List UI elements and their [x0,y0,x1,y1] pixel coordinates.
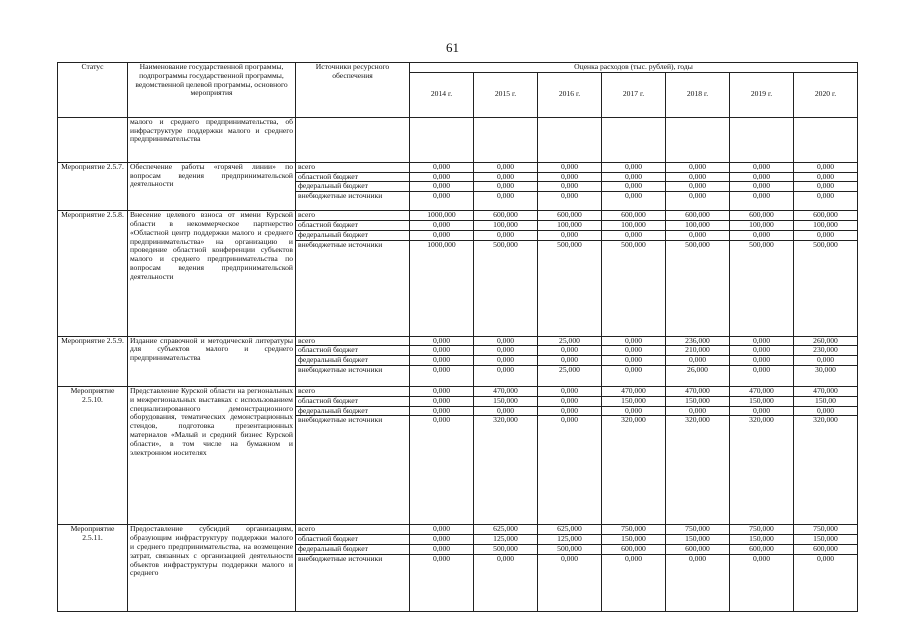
source-cell: внебюджетные источники [296,240,410,336]
value-cell: 0,000 [794,356,858,366]
value-cell: 0,000 [538,406,602,416]
value-cell [602,117,666,162]
value-cell: 26,000 [666,365,730,386]
value-cell: 320,000 [474,416,538,525]
value-cell: 0,000 [410,230,474,240]
value-cell: 0,000 [410,336,474,346]
value-cell: 320,000 [602,416,666,525]
value-cell: 0,000 [602,346,666,356]
year-header: 2014 г. [410,72,474,117]
value-cell: 0,000 [474,406,538,416]
value-cell: 100,000 [474,220,538,230]
status-cell: Мероприятие 2.5.7. [58,162,128,210]
value-cell: 0,000 [666,230,730,240]
value-cell: 1000,000 [410,211,474,221]
value-cell: 0,000 [730,336,794,346]
value-cell: 0,000 [410,162,474,172]
status-cell: Мероприятие 2.5.10. [58,386,128,524]
value-cell: 100,000 [602,220,666,230]
value-cell: 125,000 [474,535,538,545]
value-cell: 0,000 [730,356,794,366]
value-cell: 30,000 [794,365,858,386]
value-cell: 0,000 [730,172,794,182]
value-cell: 470,000 [794,386,858,396]
value-cell: 150,000 [666,535,730,545]
value-cell: 0,000 [410,525,474,535]
source-cell: областной бюджет [296,172,410,182]
value-cell: 0,000 [794,182,858,192]
value-cell: 150,000 [474,396,538,406]
value-cell: 0,000 [538,230,602,240]
value-cell: 0,000 [666,356,730,366]
source-cell: областной бюджет [296,346,410,356]
value-cell: 470,000 [474,386,538,396]
source-cell: областной бюджет [296,220,410,230]
value-cell: 260,000 [794,336,858,346]
header-name: Наименование государственной программы, подпрограммы государственной программы, ведомственной целевой программы, основного мероприятия [128,63,296,118]
value-cell: 750,000 [730,525,794,535]
value-cell: 500,000 [538,240,602,336]
source-cell: всего [296,386,410,396]
value-cell: 0,000 [474,346,538,356]
continuation-row [58,117,858,162]
value-cell: 0,000 [410,554,474,611]
value-cell: 0,000 [794,172,858,182]
value-cell: 0,000 [410,182,474,192]
value-cell: 125,000 [538,535,602,545]
status-cell [58,117,128,162]
value-cell: 0,000 [410,356,474,366]
table-row [58,336,858,346]
measure-name-cell: Издание справочной и методической литературы для субъектов малого и среднего предпринимательства [128,336,296,386]
value-cell: 320,000 [730,416,794,525]
value-cell: 470,000 [730,386,794,396]
value-cell: 0,000 [538,416,602,525]
value-cell: 600,000 [794,211,858,221]
value-cell: 0,000 [410,220,474,230]
header-status: Статус [58,63,128,118]
value-cell: 0,000 [474,172,538,182]
source-cell: областной бюджет [296,396,410,406]
value-cell: 150,000 [666,396,730,406]
value-cell: 150,000 [602,396,666,406]
value-cell: 470,000 [602,386,666,396]
value-cell: 0,000 [474,554,538,611]
value-cell: 0,000 [474,365,538,386]
value-cell: 750,000 [794,525,858,535]
value-cell: 0,000 [666,182,730,192]
value-cell: 0,000 [410,535,474,545]
value-cell: 0,000 [666,554,730,611]
value-cell: 0,000 [474,336,538,346]
value-cell: 0,000 [538,162,602,172]
value-cell: 0,000 [602,172,666,182]
value-cell: 236,000 [666,336,730,346]
table-row [58,525,858,535]
value-cell: 150,00 [794,396,858,406]
status-cell: Мероприятие 2.5.11. [58,525,128,611]
value-cell: 0,000 [538,386,602,396]
source-cell: федеральный бюджет [296,544,410,554]
value-cell: 0,000 [602,336,666,346]
source-cell: федеральный бюджет [296,230,410,240]
value-cell: 0,000 [602,365,666,386]
value-cell: 500,000 [602,240,666,336]
value-cell: 0,000 [794,162,858,172]
value-cell: 0,000 [666,172,730,182]
value-cell: 600,000 [730,211,794,221]
value-cell: 0,000 [538,346,602,356]
value-cell: 0,000 [666,162,730,172]
value-cell: 600,000 [474,211,538,221]
value-cell: 150,000 [794,535,858,545]
year-header: 2016 г. [538,72,602,117]
value-cell: 0,000 [730,365,794,386]
value-cell [410,117,474,162]
value-cell: 100,000 [666,220,730,230]
value-cell: 320,000 [666,416,730,525]
value-cell: 600,000 [602,544,666,554]
value-cell: 600,000 [666,544,730,554]
value-cell: 600,000 [538,211,602,221]
value-cell: 0,000 [410,192,474,211]
value-cell: 0,000 [474,230,538,240]
value-cell: 0,000 [410,406,474,416]
table-row [58,162,858,172]
value-cell: 0,000 [730,346,794,356]
source-cell: всего [296,162,410,172]
header-row [58,63,858,73]
value-cell [538,117,602,162]
value-cell: 600,000 [794,544,858,554]
status-cell: Мероприятие 2.5.8. [58,211,128,336]
value-cell [794,117,858,162]
value-cell: 0,000 [474,162,538,172]
value-cell: 210,000 [666,346,730,356]
year-header: 2015 г. [474,72,538,117]
value-cell: 0,000 [538,356,602,366]
value-cell: 25,000 [538,365,602,386]
value-cell: 0,000 [602,356,666,366]
value-cell: 0,000 [730,182,794,192]
year-header: 2019 г. [730,72,794,117]
value-cell: 0,000 [410,416,474,525]
value-cell: 150,000 [602,535,666,545]
year-header: 2017 г. [602,72,666,117]
source-cell: внебюджетные источники [296,554,410,611]
value-cell: 0,000 [730,162,794,172]
source-cell: федеральный бюджет [296,182,410,192]
value-cell: 0,000 [474,182,538,192]
value-cell: 625,000 [538,525,602,535]
value-cell: 100,000 [538,220,602,230]
value-cell: 0,000 [410,346,474,356]
value-cell: 320,000 [794,416,858,525]
value-cell: 0,000 [538,192,602,211]
year-header: 2018 г. [666,72,730,117]
source-cell: внебюджетные источники [296,416,410,525]
value-cell: 470,000 [666,386,730,396]
source-cell: федеральный бюджет [296,406,410,416]
value-cell: 0,000 [410,386,474,396]
value-cell: 625,000 [474,525,538,535]
value-cell: 0,000 [410,544,474,554]
source-cell: всего [296,211,410,221]
status-cell: Мероприятие 2.5.9. [58,336,128,386]
measure-name-cell: Представление Курской области на региональных и межрегиональных выставках с использованием специализированного демонстрационного оборудования, тематических демонстрационных стендов, подготовка презентационных материалов «Малый и средний бизнес Курской области», в том числе на бумажном и электронном носителях [128,386,296,524]
value-cell: 0,000 [538,396,602,406]
value-cell: 0,000 [794,192,858,211]
value-cell: 500,000 [474,240,538,336]
table-row [58,211,858,221]
value-cell [666,117,730,162]
value-cell: 0,000 [666,406,730,416]
source-cell: внебюджетные источники [296,365,410,386]
value-cell: 0,000 [410,172,474,182]
value-cell: 0,000 [794,554,858,611]
year-header: 2020 г. [794,72,858,117]
header-sources: Источники ресурсного обеспечения [296,63,410,118]
value-cell: 600,000 [730,544,794,554]
value-cell: 750,000 [666,525,730,535]
value-cell: 0,000 [602,406,666,416]
value-cell: 150,000 [730,396,794,406]
value-cell: 230,000 [794,346,858,356]
value-cell: 0,000 [538,182,602,192]
header-estimate: Оценка расходов (тыс. рублей), годы [410,63,858,73]
value-cell: 0,000 [474,192,538,211]
source-cell: федеральный бюджет [296,356,410,366]
value-cell [730,117,794,162]
value-cell: 0,000 [410,396,474,406]
value-cell: 500,000 [538,544,602,554]
value-cell: 600,000 [666,211,730,221]
value-cell: 750,000 [602,525,666,535]
value-cell [474,117,538,162]
value-cell: 0,000 [602,230,666,240]
value-cell: 0,000 [538,554,602,611]
value-cell: 100,000 [730,220,794,230]
value-cell: 0,000 [410,365,474,386]
expenditure-table [57,62,858,612]
value-cell: 0,000 [602,162,666,172]
value-cell: 500,000 [730,240,794,336]
table-row [58,386,858,396]
source-cell: всего [296,525,410,535]
measure-name-cell: Внесение целевого взноса от имени Курской области в некоммерческое партнерство «Областной центр поддержки малого и среднего предпринимательства» на организацию и проведение областной конференции субъектов малого и среднего предпринимательства по вопросам ведения предпринимательской деятельности [128,211,296,336]
source-cell: внебюджетные источники [296,192,410,211]
value-cell: 0,000 [474,356,538,366]
source-cell: областной бюджет [296,535,410,545]
value-cell: 0,000 [602,554,666,611]
value-cell: 150,000 [730,535,794,545]
page-number: 61 [446,40,459,55]
value-cell: 0,000 [730,406,794,416]
source-cell: всего [296,336,410,346]
value-cell: 0,000 [666,192,730,211]
measure-name-cell: Предоставление субсидий организациям, образующим инфраструктуру поддержки малого и среднего предпринимательства, на возмещение затрат, связанных с организацией деятельности объектов инфраструктуры поддержки малого и среднего [128,525,296,611]
value-cell: 25,000 [538,336,602,346]
value-cell: 0,000 [794,230,858,240]
value-cell: 100,000 [794,220,858,230]
value-cell: 0,000 [730,554,794,611]
value-cell: 0,000 [602,192,666,211]
continuation-text: малого и среднего предпринимательства, об инфраструктуре поддержки малого и среднего предпринимательства [128,117,296,162]
value-cell: 500,000 [474,544,538,554]
value-cell: 0,000 [602,182,666,192]
value-cell: 0,000 [730,230,794,240]
value-cell: 500,000 [666,240,730,336]
value-cell: 1000,000 [410,240,474,336]
source-cell [296,117,410,162]
value-cell: 0,000 [794,406,858,416]
value-cell: 600,000 [602,211,666,221]
value-cell: 0,000 [538,172,602,182]
measure-name-cell: Обеспечение работы «горячей линии» по вопросам ведения предпринимательской деятельности [128,162,296,210]
value-cell: 500,000 [794,240,858,336]
value-cell: 0,000 [730,192,794,211]
